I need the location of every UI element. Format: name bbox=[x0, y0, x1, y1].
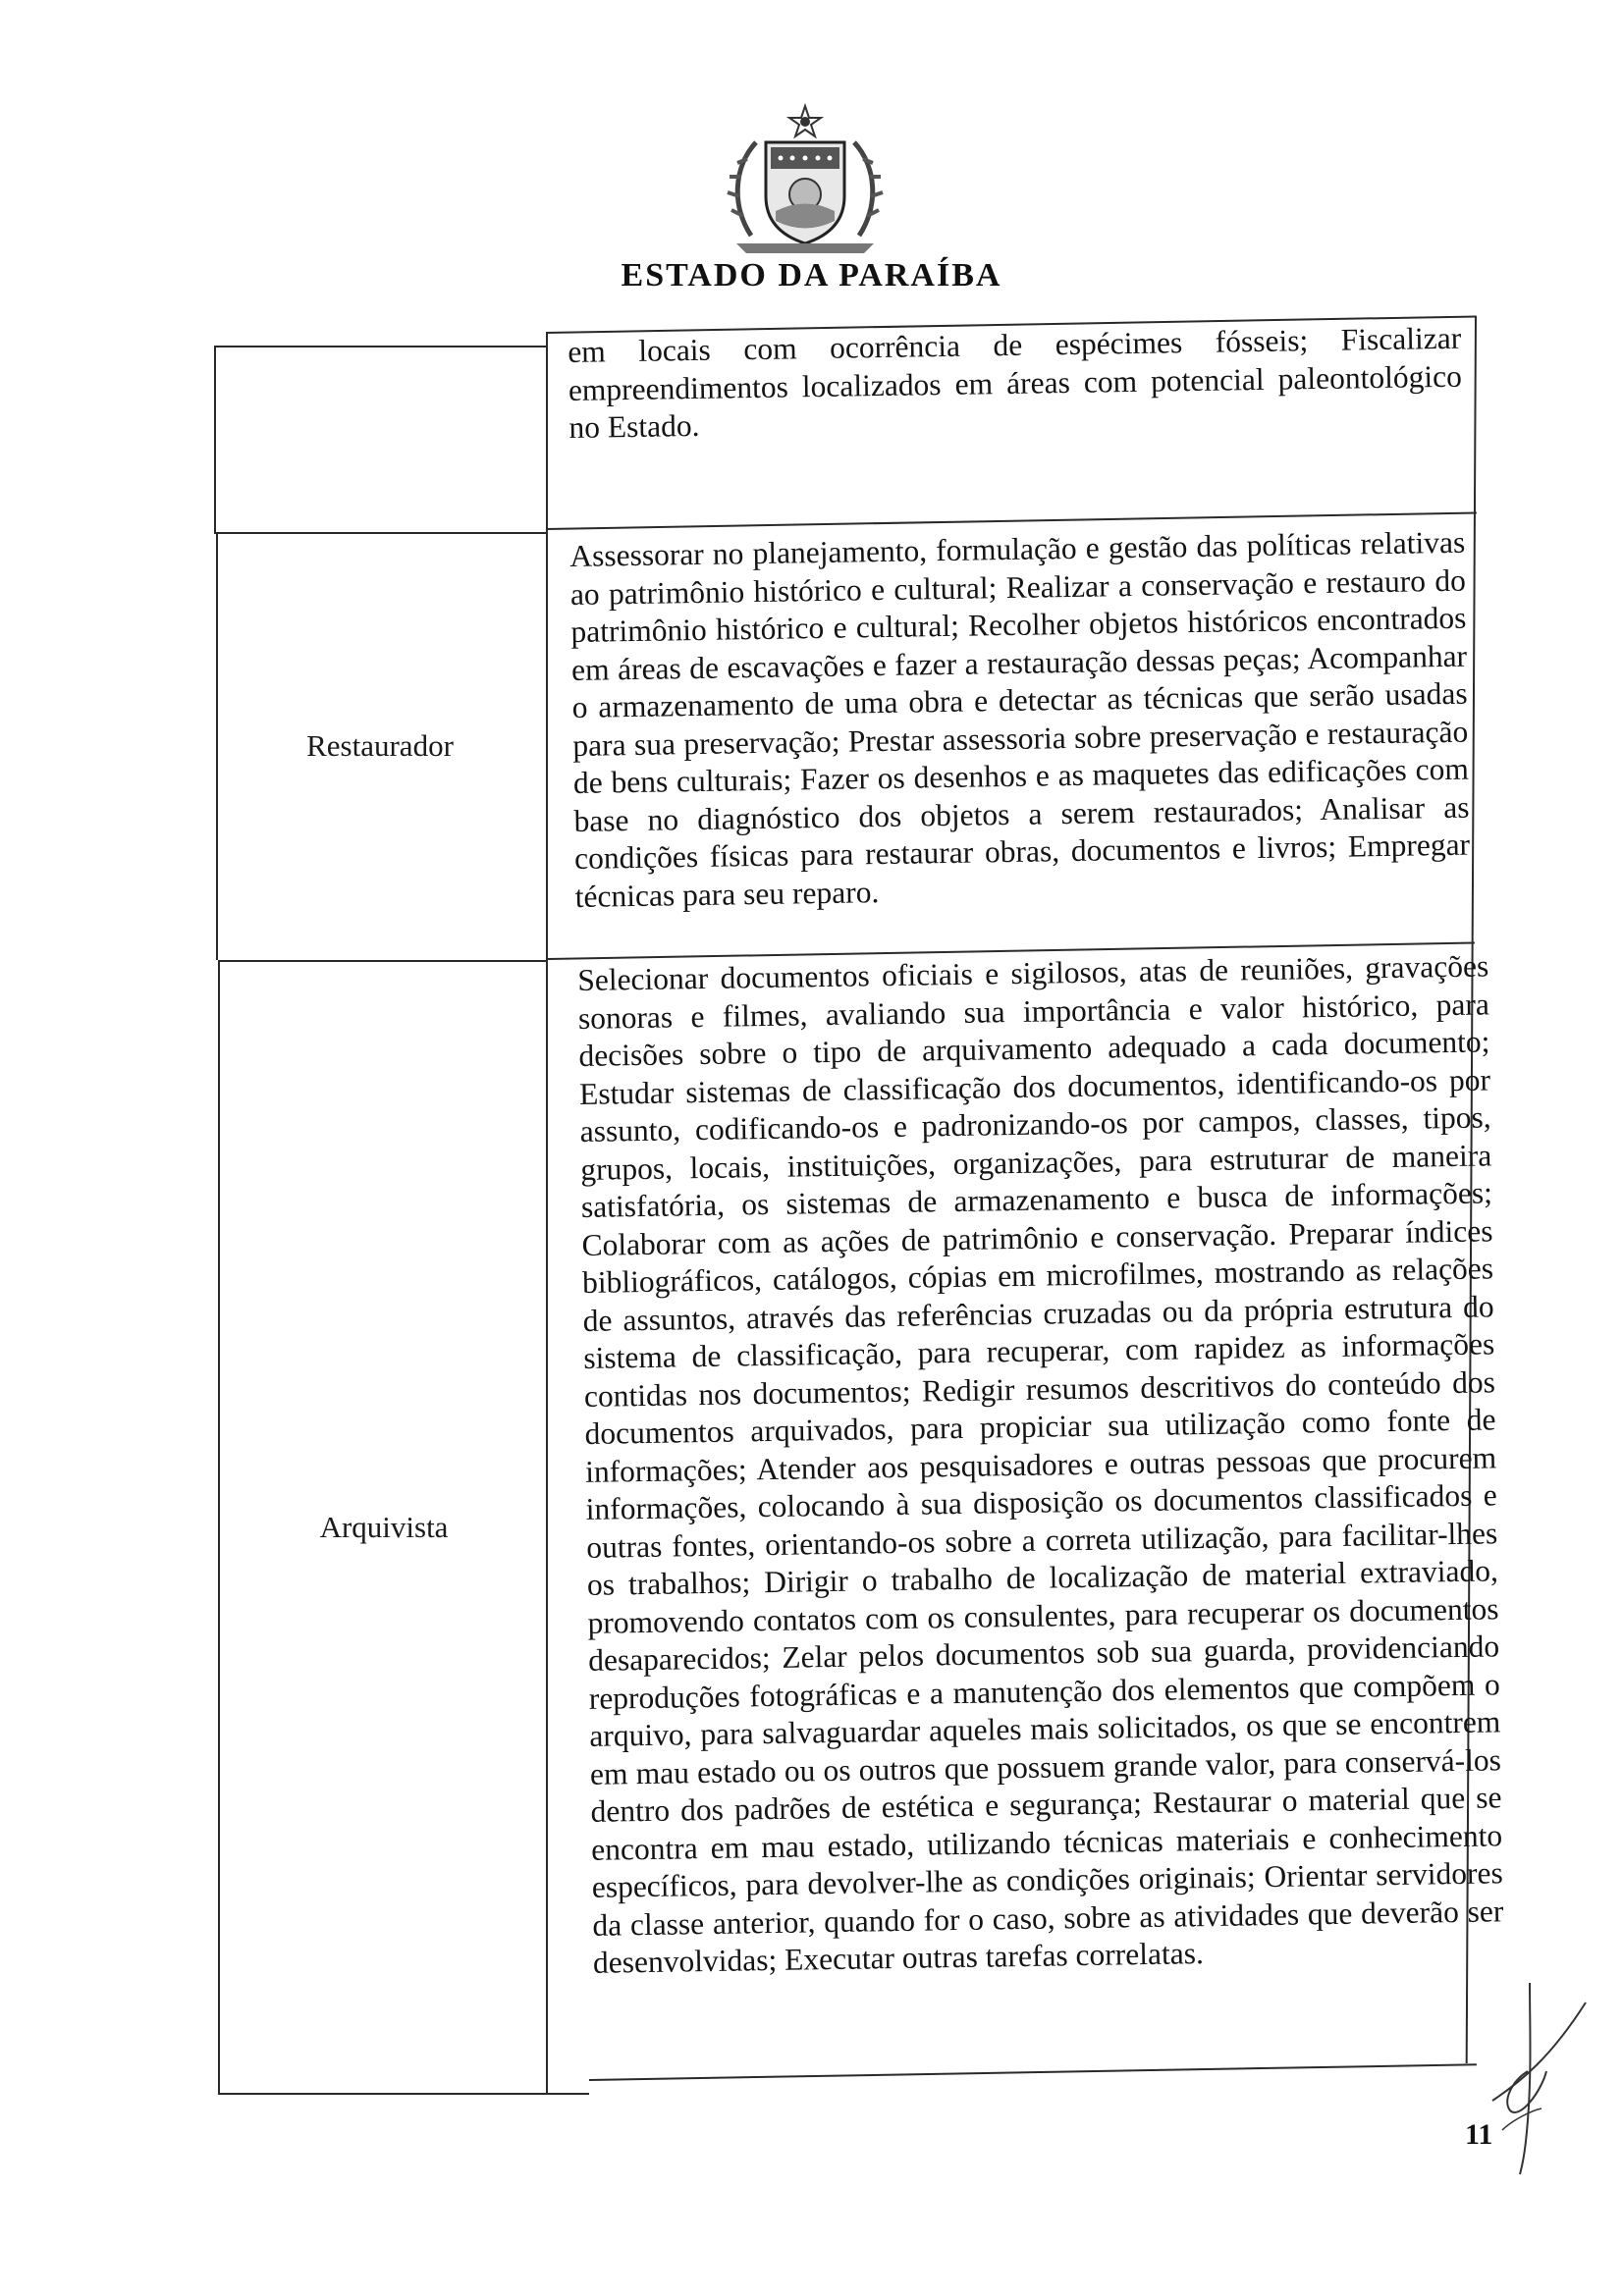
table-border bbox=[546, 334, 548, 2095]
table-row-3-description: Selecionar documentos oficiais e sigilosos, atas de reuniões, gravações sonoras e filmes, avaliando sua importância e valor histórico, para decisões sobre o tipo de arquivamento adequado a cada documento; Estudar sistemas de classificação dos documentos, identificando-os por assunto, codificando-os e padronizando-os por campos, classes, tipos, grupos, locais, instituições, organizações, para estruturar de maneira satisfatória, os sistemas de armazenamento e busca de informações; Colaborar com as ações de patrimônio e conservação. Preparar índices bibliográficos, catálogos, cópias em microfilmes, mostrando as relações de assuntos, através das referências cruzadas ou da própria estrutura do sistema de classificação, para recuperar, com rapidez as informações contidas nos documentos; Redigir resumos descritivos do conteúdo dos documentos arquivados, para propiciar sua utilização como fonte de informações; Atender aos pesquisadores e outras pessoas que procurem informações, colocando à sua disposição os documentos classificados e outras fontes, orientando-os sobre a correta utilização, para facilitar-lhes os trabalhos; Dirigir o trabalho de localização de material extraviado, promovendo contatos com os consulentes, para recuperar os documentos desaparecidos; Zelar pelos documentos sob sua guarda, providenciando reproduções fotográficas e a manutenção dos elementos que compõem o arquivo, para salvaguardar aqueles mais solicitados, os que se encontrem em mau estado ou os outros que possuem grande valor, para conservá-los dentro dos padrões de estética e segurança; Restaurar o material que se encontra em mau estado, utilizando técnicas materiais e conhecimento específicos, para devolver-lhe as condições originais; Orientar servidores da classe anterior, quando for o caso, sobre as atividades que deverão ser desenvolvidas; Executar outras tarefas correlatas. bbox=[577, 948, 1504, 1980]
state-title: ESTADO DA PARAÍBA bbox=[621, 257, 1002, 294]
table-border bbox=[218, 2093, 589, 2095]
table-row-3-role: Arquivista bbox=[319, 1510, 449, 1544]
table-border bbox=[214, 346, 216, 532]
table-row-1-description: em locais com ocorrência de espécimes fósseis; Fiscalizar empreendimentos localizados em áreas com potencial paleontológico no Estado. bbox=[568, 320, 1463, 445]
table-border bbox=[589, 2063, 1477, 2081]
table-border bbox=[214, 532, 548, 534]
page-number: 11 bbox=[1465, 2118, 1493, 2151]
table-border bbox=[218, 960, 548, 962]
table-border bbox=[214, 346, 546, 347]
table-row-2-description: Assessorar no planejamento, formulação e gestão das políticas relativas ao patrimônio histórico e cultural; Realizar a conservação e restauro do patrimônio histórico e cultural; Recolher objetos históricos encontrados em áreas de escavações e fazer a restauração dessas peças; Acompanhar o armazenamento de uma obra e detectar as técnicas que serão usadas para sua preservação; Prestar assessoria sobre preservação e restauração de bens culturais; Fazer os desenhos e as maquetes das edificações com base no diagnóstico dos objetos a serem restaurados; Analisar as condições físicas para restaurar obras, documentos e livros; Empregar técnicas para seu reparo. bbox=[569, 524, 1471, 914]
handwritten-signature bbox=[1473, 1963, 1591, 2189]
table-border bbox=[218, 960, 220, 2095]
table-row-2-role: Restaurador bbox=[306, 728, 454, 763]
